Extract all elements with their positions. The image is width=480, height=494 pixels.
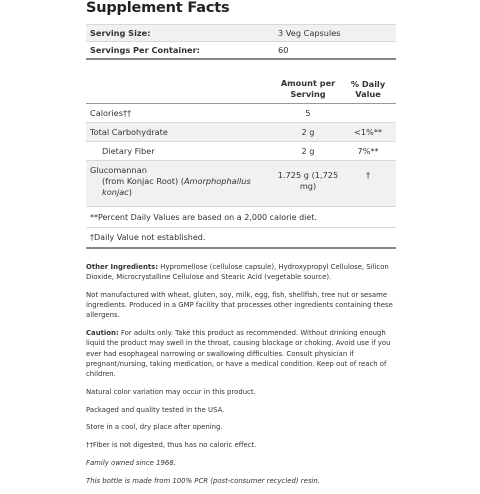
nutrient-name: Dietary Fiber <box>102 146 155 156</box>
caution-statement <box>86 328 398 379</box>
glucomannan-title: Glucomannan <box>90 165 147 175</box>
serving-size-value: 3 Veg Capsules <box>278 28 341 38</box>
footnote-daily-value-not-established: †Daily Value not established. <box>86 228 396 249</box>
nutrient-row-total-carbohydrate <box>86 123 396 142</box>
natural-color-note: Natural color variation may occur in this product. <box>86 387 256 396</box>
glucomannan-source <box>90 176 276 198</box>
glucomannan-dv: † <box>365 170 371 180</box>
daily-value-header: % Daily Value <box>350 78 386 99</box>
nutrient-name: Calories†† <box>90 108 132 118</box>
serving-size-label: Serving Size: <box>90 28 151 38</box>
amount-header-line2: Serving <box>290 88 326 99</box>
glucomannan-name <box>86 165 276 198</box>
footnote-percent-daily-value: **Percent Daily Values are based on a 2,000 calorie diet. <box>86 207 396 228</box>
nutrient-row-calories <box>86 104 396 123</box>
servings-per-container-label: Servings Per Container: <box>90 45 200 55</box>
family-owned-note: Family owned since 1968. <box>86 459 176 467</box>
glucomannan-latin-species: konjac <box>102 187 129 197</box>
glucomannan-amount-line1: 1.725 g (1,725 <box>277 170 339 180</box>
glucomannan-source-suffix: ) <box>128 187 132 197</box>
amount-header-line1: Amount per <box>280 77 336 88</box>
servings-per-container-row <box>86 42 396 60</box>
caution-text: For adults only. Take this product as recommended. Without drinking enough liquid the product may swell in the throat, causing blockage or choking. Avoid use if you ever had esophageal narrowing or swallowing difficulties. Consult physician if pregnant/nursing, taking medication, or have a medical condition. Keep out of reach of children. <box>86 329 391 379</box>
supplement-facts-table <box>86 24 396 249</box>
nutrient-amount: 2 g <box>301 146 315 156</box>
column-header-row <box>86 74 396 104</box>
nutrient-dv: 7%** <box>357 146 379 156</box>
fiber-note: ††Fiber is not digested, thus has no caloric effect. <box>86 441 257 450</box>
nutrient-row-dietary-fiber <box>86 142 396 161</box>
storage-note: Store in a cool, dry place after opening. <box>86 423 223 432</box>
caution-label: Caution: <box>86 329 119 338</box>
table-spacer <box>86 60 396 74</box>
glucomannan-amount-line2: mg) <box>299 181 317 191</box>
nutrient-name: Total Carbohydrate <box>90 127 168 137</box>
label-notes <box>86 262 398 494</box>
serving-size-row <box>86 24 396 42</box>
glucomannan-latin-genus: Amorphophallus <box>183 176 251 186</box>
other-ingredients-text: Hypromellose (cellulose capsule), Hydroxypropyl Cellulose, Silicon Dioxide, Microcrystalline Cellulose and Stearic Acid (vegetable source). <box>86 263 389 282</box>
servings-per-container-value: 60 <box>278 45 289 55</box>
nutrient-dv: <1%** <box>353 127 383 137</box>
bottle-note: This bottle is made from 100% PCR (post-consumer recycled) resin. <box>86 476 320 485</box>
glucomannan-amount <box>276 165 340 192</box>
amount-per-serving-header <box>276 74 340 103</box>
nutrient-amount: 5 <box>305 108 311 118</box>
glucomannan-source-prefix: (from Konjac Root) ( <box>102 176 184 186</box>
packaged-note: Packaged and quality tested in the USA. <box>86 405 225 414</box>
header-blank <box>86 74 276 103</box>
supplement-facts-title: Supplement Facts <box>86 0 230 16</box>
nutrient-row-glucomannan <box>86 161 396 207</box>
other-ingredients <box>86 262 398 282</box>
nutrient-amount: 2 g <box>301 127 315 137</box>
other-ingredients-label: Other Ingredients: <box>86 263 159 271</box>
allergen-statement: Not manufactured with wheat, gluten, soy, milk, egg, fish, shellfish, tree nut or sesame ingredients. Produced in a GMP facility that processes other ingredients containing these allergens. <box>86 291 393 320</box>
